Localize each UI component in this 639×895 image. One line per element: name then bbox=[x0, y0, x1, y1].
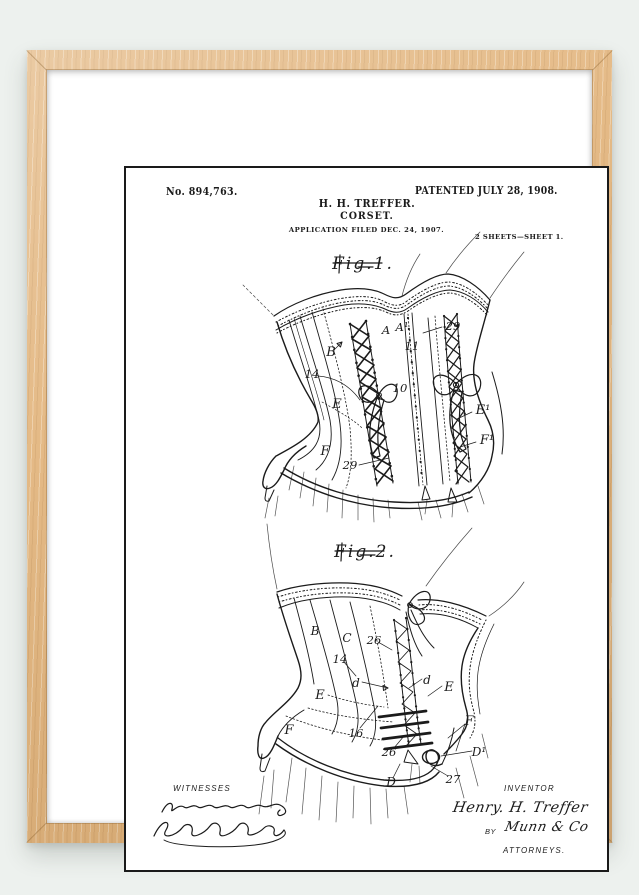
figure-ref-label: 29 bbox=[342, 458, 358, 472]
figure-ref-label: D¹ bbox=[471, 745, 487, 759]
figure-ref-label: B bbox=[326, 345, 336, 360]
figure-ref-label: 14 bbox=[304, 367, 320, 381]
figure-ref-label: 29 bbox=[445, 319, 461, 333]
figure-ref-label: A bbox=[381, 323, 391, 337]
by-label: BY bbox=[485, 827, 497, 836]
figure-ref-label: E¹ bbox=[475, 403, 491, 418]
patent-sheet bbox=[124, 166, 609, 872]
frame-miter-top-left bbox=[26, 50, 47, 71]
patent-date: PATENTED JULY 28, 1908. bbox=[415, 184, 558, 197]
figure-ref-label: d bbox=[423, 673, 431, 687]
mat-board bbox=[47, 70, 592, 855]
witness-signatures bbox=[154, 803, 286, 846]
patent-number: No. 894,763. bbox=[166, 185, 238, 198]
applicant-name: H. H. TREFFER. bbox=[318, 197, 415, 210]
figure-ref-label: 10 bbox=[392, 381, 408, 395]
figure-ref-label: C bbox=[342, 631, 352, 645]
picture-frame bbox=[27, 50, 612, 855]
attorneys-label: ATTORNEYS. bbox=[503, 846, 566, 855]
figure-ref-label: d bbox=[352, 676, 360, 690]
figure-2-caption: Fig.2. bbox=[334, 542, 396, 562]
figure-ref-label: E bbox=[444, 680, 454, 695]
figure-ref-label: E bbox=[315, 688, 325, 703]
figure-ref-label: F bbox=[320, 444, 330, 459]
figure-ref-label: D bbox=[386, 775, 396, 789]
frame-miter-top-right bbox=[592, 50, 613, 71]
inventor-label: INVENTOR bbox=[504, 784, 555, 793]
figure-ref-label: 26 bbox=[381, 745, 397, 759]
patent-drawing bbox=[126, 168, 607, 870]
figure-ref-label: A¹ bbox=[395, 320, 409, 334]
figure-ref-label: 26 bbox=[366, 633, 382, 647]
application-line: APPLICATION FILED DEC. 24, 1907. bbox=[288, 226, 445, 234]
figure-ref-label: F¹ bbox=[479, 433, 495, 448]
figure-ref-label: 11 bbox=[404, 339, 420, 353]
figure-2-labels bbox=[283, 624, 486, 789]
invention-title: CORSET. bbox=[339, 211, 394, 222]
figure-ref-label: 16 bbox=[348, 726, 364, 740]
figure-1-drawing bbox=[243, 232, 524, 522]
attorney-signature: Munn & Co bbox=[503, 819, 591, 835]
figure-ref-label: F bbox=[464, 714, 474, 729]
figure-ref-label: 14 bbox=[332, 652, 348, 666]
inventor-signature: Henry. H. Treffer bbox=[451, 800, 590, 816]
figure-1-caption: Fig.1. bbox=[332, 254, 394, 274]
frame-miter-bottom-left bbox=[26, 822, 47, 843]
figure-ref-label: F bbox=[284, 723, 294, 738]
sheet-line: 2 SHEETS—SHEET 1. bbox=[475, 233, 564, 241]
figure-ref-label: 27 bbox=[445, 772, 461, 786]
figure-ref-label: E bbox=[332, 397, 342, 412]
figure-ref-label: B bbox=[310, 624, 320, 638]
witnesses-label: WITNESSES bbox=[173, 784, 231, 793]
